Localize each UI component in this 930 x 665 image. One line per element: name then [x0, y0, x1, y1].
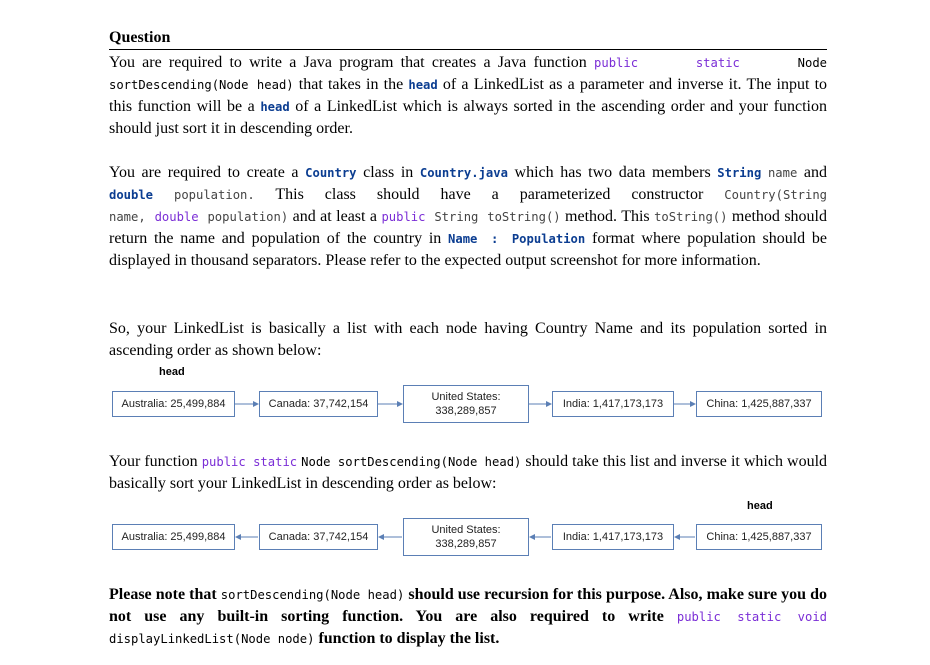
code-format: : — [490, 232, 499, 246]
text: which has two data members — [507, 164, 718, 181]
node-china: China: 1,425,887,337 — [696, 524, 822, 550]
code-class: Country — [305, 166, 357, 180]
code-method: toString() — [487, 210, 561, 224]
code-type: double — [109, 188, 154, 202]
text: class in — [356, 164, 420, 181]
code-keyword: double — [154, 210, 199, 224]
code-keyword: public static — [201, 455, 298, 469]
paragraph-5 — [109, 584, 827, 650]
code-signature: displayLinkedList(Node node) — [109, 632, 315, 646]
code-format: Population — [511, 232, 586, 246]
node-india: India: 1,417,173,173 — [552, 391, 674, 417]
code-method: toString() — [654, 210, 728, 224]
code-constructor: Country(String name, — [109, 188, 828, 224]
text: format where population should be displayed in thousand separators. Please refer to the expected output screenshot for more information. — [109, 230, 828, 269]
node-china: China: 1,425,887,337 — [696, 391, 822, 417]
paragraph-3: So, your LinkedList is basically a list with each node having Country Name and its population sorted in ascending order as shown below: — [109, 320, 827, 359]
head-label: head — [159, 366, 185, 378]
node-india: India: 1,417,173,173 — [552, 524, 674, 550]
code-type: String — [434, 210, 479, 224]
code-file: Country.java — [419, 166, 508, 180]
text: and — [797, 164, 828, 181]
text: Please note that — [109, 586, 221, 603]
node-united-states: United States: 338,289,857 — [403, 385, 529, 423]
text: and at least a — [288, 208, 382, 225]
code-head: head — [408, 78, 438, 92]
head-label: head — [747, 500, 773, 512]
code-type: String — [717, 166, 762, 180]
text: should take this list and inverse it which would basically sort your LinkedList in descending order as below: — [109, 453, 828, 492]
node-australia: Australia: 25,499,884 — [112, 524, 235, 550]
code-signature: sortDescending(Node head) — [220, 588, 405, 602]
text: function to display the list. — [314, 630, 500, 647]
text: method should return the name and population of the country in — [109, 208, 828, 247]
question-title: Question — [109, 29, 171, 46]
node-canada: Canada: 37,742,154 — [259, 524, 378, 550]
code-member: name — [767, 166, 798, 180]
text: that takes in the — [293, 76, 409, 93]
text: method. This — [560, 208, 655, 225]
text: This class should have a parameterized constructor — [254, 186, 725, 203]
text: Your function — [109, 453, 202, 470]
node-united-states: United States: 338,289,857 — [403, 518, 529, 556]
text: You are required to write a Java program that creates a Java function — [109, 54, 595, 71]
node-canada: Canada: 37,742,154 — [259, 391, 378, 417]
code-keyword: public static void — [676, 610, 828, 624]
code-head: head — [260, 100, 290, 114]
code-keyword: static — [695, 56, 740, 70]
text: of a LinkedList which is always sorted in the ascending order and your function should just sort it in descending order. — [109, 98, 827, 137]
code-keyword: public — [594, 56, 639, 70]
text: of a LinkedList as a parameter and inverse it. The input to this function will be a — [109, 76, 828, 115]
code-member: population. — [174, 188, 255, 202]
code-keyword: public — [381, 210, 426, 224]
code-constructor: population) — [207, 210, 289, 224]
code-signature: Node sortDescending(Node head) — [109, 56, 828, 92]
code-format: Name — [448, 232, 478, 246]
code-signature: Node sortDescending(Node head) — [301, 455, 522, 469]
text: should use recursion for this purpose. Also, make sure you do not use any built-in sorting function. You are also required to write — [109, 586, 827, 625]
node-australia: Australia: 25,499,884 — [112, 391, 235, 417]
text: You are required to create a — [109, 164, 306, 181]
